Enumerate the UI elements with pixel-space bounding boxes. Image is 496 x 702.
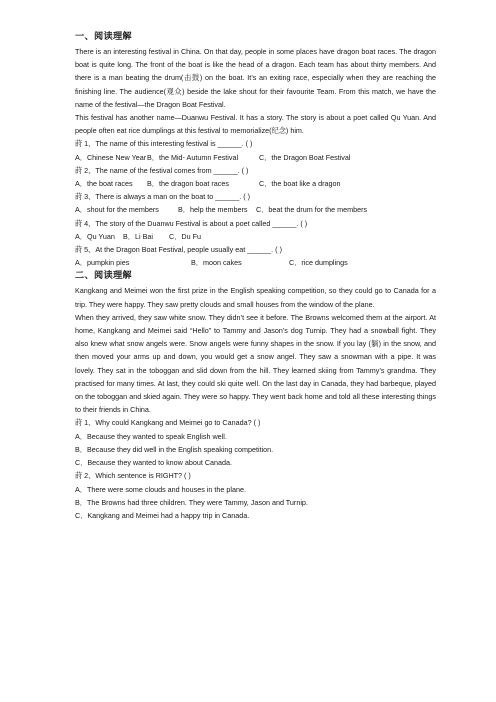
option-c[interactable]: C．Kangkang and Meimei had a happy trip in Canada. <box>75 510 250 520</box>
option-a[interactable]: A．the boat races <box>75 179 133 189</box>
option-b[interactable]: B．Because they did well in the English speaking competition. <box>75 444 274 454</box>
section-1-title: 一、阅读理解 <box>75 31 132 42</box>
question-text: 莳 2、Which sentence is RIGHT? ( ) <box>75 471 191 481</box>
option-b[interactable]: B．the Mid- Autumn Festival <box>147 152 239 162</box>
options-row <box>75 151 436 164</box>
option-c[interactable]: C．the Dragon Boat Festival <box>259 152 351 162</box>
options-row <box>75 177 436 190</box>
options-row <box>75 203 436 216</box>
options-list <box>75 430 436 470</box>
option-b[interactable]: B．Li Bai <box>123 231 153 241</box>
question-text: 莳 3、There is always a man on the boat to ______. ( ) <box>75 192 250 202</box>
option-b[interactable]: B．help the members <box>178 205 248 215</box>
section-2-paragraph: Kangkang and Meimei won the first prize in the English speaking competition, so they could go to Canada for a trip. They were happy. They saw pretty clouds and small houses from the window of the plane. <box>75 286 436 309</box>
question-text: 莳 5、At the Dragon Boat Festival, people usually eat ______. ( ) <box>75 245 282 255</box>
option-c[interactable]: C．Du Fu <box>169 231 201 241</box>
option-b[interactable]: B．the dragon boat races <box>147 179 229 189</box>
section-1-paragraph: This festival has another name—Duanwu Festival. It has a story. The story is about a poet called Qu Yuan. And people often eat rice dumplings at this festival to memorialize(纪念) him. <box>75 113 436 136</box>
option-a[interactable]: A．Qu Yuan <box>75 231 115 241</box>
question-text: 莳 2、The name of the festival comes from ______. ( ) <box>75 165 249 175</box>
section-2-paragraph: When they arrived, they saw white snow. They didn’t see it before. The Browns welcomed them at the airport. At home, Kangkang and Meimei said “Hello” to Tammy and Jason’s dog Turnip. They had a snowball fight. They also knew what snow angels were. Snow angels were funny shapes in the snow. If you lay (躺) in the snow, and then moved your arms up and down, you would get a snow angel. They saw a snowman with a pipe. It was lovely. They sat in the toboggan and slid down from the hill. They learned skiing from Tammy’s grandma. They practised for many times. At last, they could ski quite well. On the last day in Canada, they had barbeque, played on the toboggan and skied again. They were so happy. They went back home and told all these interesting things to their friends in China. <box>75 312 436 415</box>
option-a[interactable]: A．Chinese New Year <box>75 152 147 162</box>
options-row <box>75 256 436 269</box>
option-a[interactable]: A．Because they wanted to speak English well. <box>75 431 227 441</box>
option-c[interactable]: C．beat the drum for the members <box>256 205 368 215</box>
option-a[interactable]: A．shout for the members <box>75 205 159 215</box>
option-c[interactable]: C．Because they wanted to know about Canada. <box>75 458 233 468</box>
option-c[interactable]: C．rice dumplings <box>289 258 348 268</box>
option-a[interactable]: A．There were some clouds and houses in the plane. <box>75 484 247 494</box>
section-1-paragraph: There is an interesting festival in China. On that day, people in some places have dragon boat races. The dragon boat is quite long. The front of the boat is like the head of a dragon. Each team has about thirty members. And there is a man beating the drum(击鼓) on the boat. It’s an exiting race, especially when they are reaching the finishing line. The audience(观众) beside the lake shout for their favourite Team. From this match, we have the name of the festival—the Dragon Boat Festival. <box>75 47 436 109</box>
question-text: 莳 1、The name of this interesting festival is ______. ( ) <box>75 139 253 149</box>
options-row <box>75 230 436 243</box>
section-2-title: 二、阅读理解 <box>75 270 132 282</box>
option-b[interactable]: B．The Browns had three children. They were Tammy, Jason and Turnip. <box>75 497 308 507</box>
options-list <box>75 483 436 523</box>
question-text: 莳 1、Why could Kangkang and Meimei go to Canada? ( ) <box>75 418 261 428</box>
option-a[interactable]: A．pumpkin pies <box>75 258 130 268</box>
option-c[interactable]: C．the boat like a dragon <box>259 179 341 189</box>
option-b[interactable]: B．moon cakes <box>191 258 242 268</box>
question-text: 莳 4、The story of the Duanwu Festival is about a poet called ______. ( ) <box>75 218 308 228</box>
